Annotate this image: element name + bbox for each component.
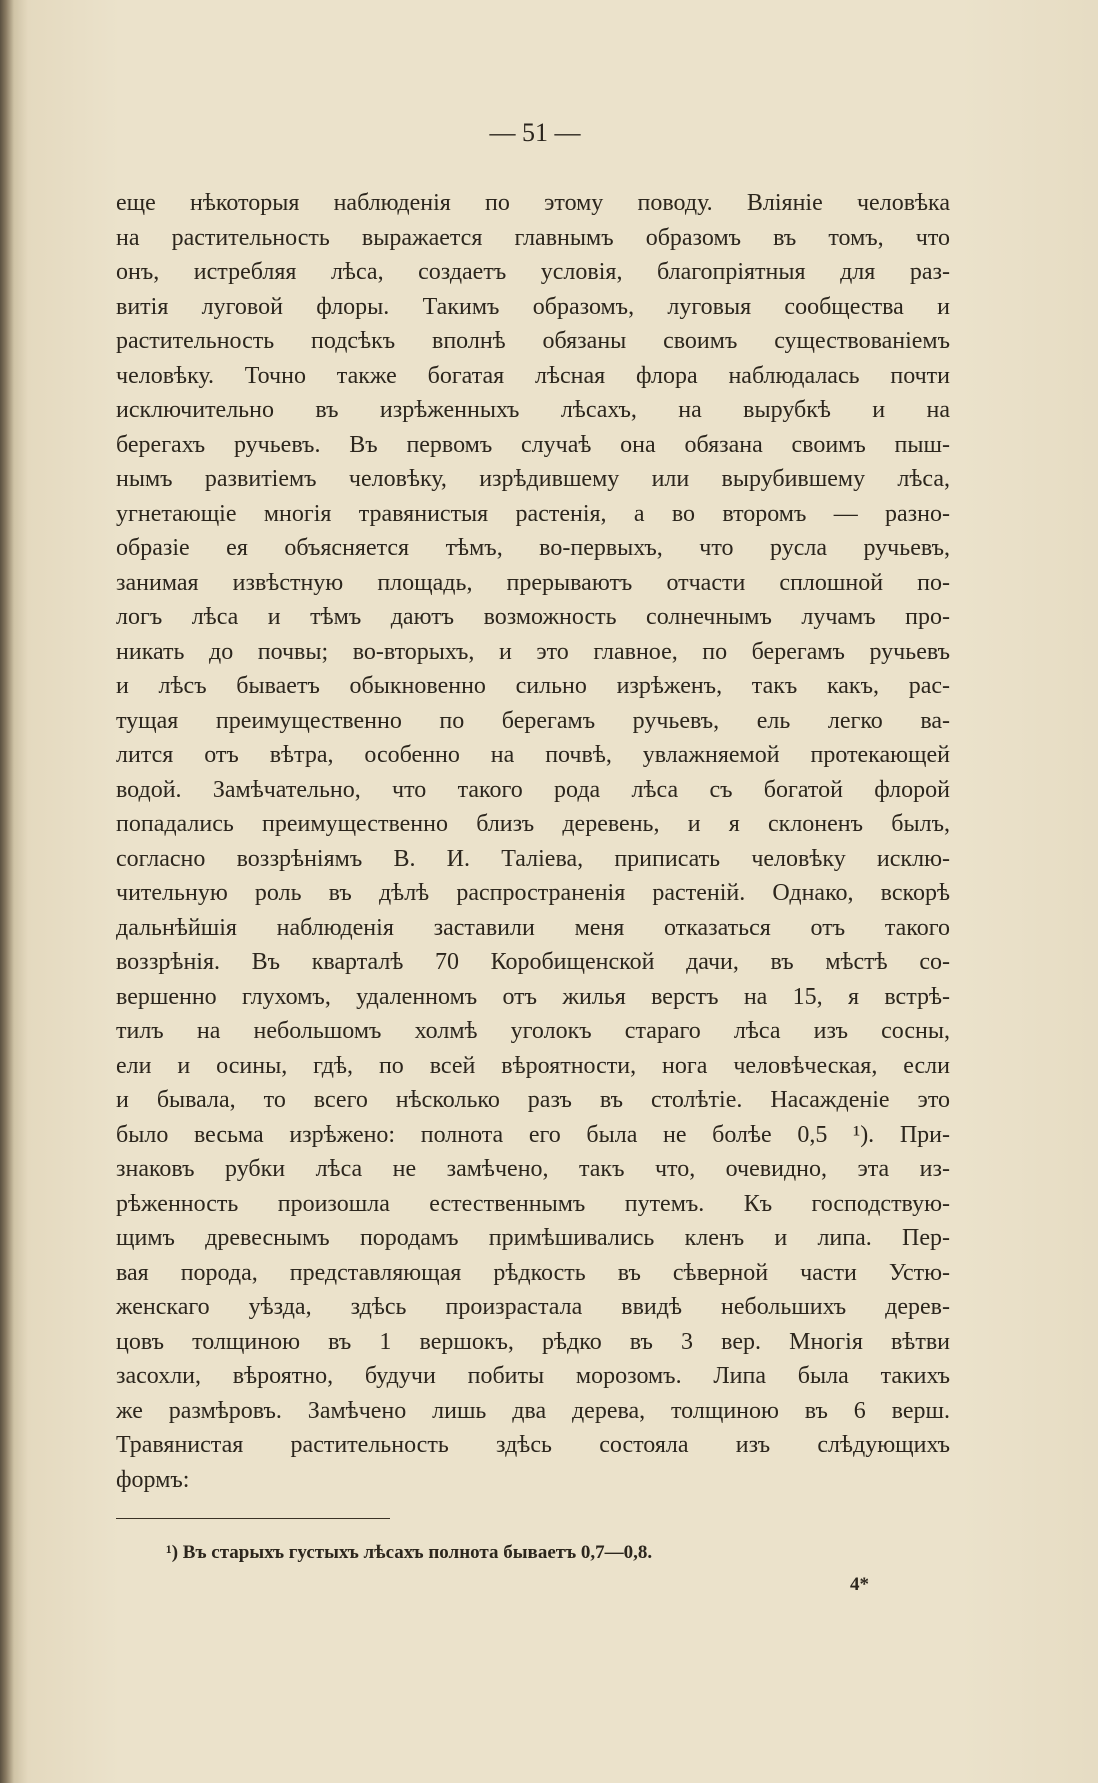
text-line: исключительно въ изрѣженныхъ лѣсахъ, на вырубкѣ и на (116, 397, 950, 423)
text-line: женскаго уѣзда, здѣсь произрастала ввидѣ небольшихъ дерев- (116, 1294, 950, 1320)
text-line: и бывала, то всего нѣсколько разъ въ столѣтіе. Насажденіе это (116, 1087, 950, 1113)
footnote: ¹) Въ старыхъ густыхъ лѣсахъ полнота бываетъ 0,7—0,8. (166, 1542, 653, 1563)
text-line: еще нѣкоторыя наблюденія по этому поводу. Вліяніе человѣка (116, 190, 950, 216)
footnote-divider (116, 1518, 390, 1519)
text-line: лится отъ вѣтра, особенно на почвѣ, увлажняемой протекающей (116, 742, 950, 768)
text-line: чительную роль въ дѣлѣ распространенія растеній. Однако, вскорѣ (116, 880, 950, 906)
text-line: щимъ древеснымъ породамъ примѣшивались кленъ и липа. Пер- (116, 1225, 950, 1251)
text-line: и лѣсъ бываетъ обыкновенно сильно изрѣженъ, такъ какъ, рас- (116, 673, 950, 699)
text-line: логъ лѣса и тѣмъ даютъ возможность солнечнымъ лучамъ про- (116, 604, 950, 630)
text-line: ели и осины, гдѣ, по всей вѣроятности, нога человѣческая, если (116, 1052, 950, 1079)
text-line: попадались преимущественно близъ деревень, и я склоненъ былъ, (116, 811, 950, 837)
text-line: было весьма изрѣжено: полнота его была не болѣе 0,5 ¹). При- (116, 1121, 950, 1148)
text-line: согласно воззрѣніямъ В. И. Талiева, приписать человѣку исклю- (116, 845, 950, 872)
text-line: формъ: (116, 1466, 190, 1493)
text-line: угнетающіе многія травянистыя растенія, а во второмъ — разно- (116, 500, 950, 527)
text-line: вая порода, представляющая рѣдкость въ сѣверной части Устю- (116, 1259, 950, 1286)
text-line: рѣженность произошла естественнымъ путемъ. Къ господствую- (116, 1190, 950, 1217)
text-line: человѣку. Точно также богатая лѣсная флора наблюдалась почти (116, 362, 950, 389)
text-line: берегахъ ручьевъ. Въ первомъ случаѣ она обязана своимъ пыш- (116, 431, 950, 458)
text-line: Травянистая растительность здѣсь состояла изъ слѣдующихъ (116, 1432, 950, 1458)
text-line: занимая извѣстную площадь, прерываютъ отчасти сплошной по- (116, 569, 950, 596)
text-line: нымъ развитіемъ человѣку, изрѣдившему или вырубившему лѣса, (116, 466, 950, 492)
text-line: вершенно глухомъ, удаленномъ отъ жилья верстъ на 15, я встрѣ- (116, 983, 950, 1010)
text-line: знаковъ рубки лѣса не замѣчено, такъ что, очевидно, эта из- (116, 1156, 950, 1182)
text-line: тилъ на небольшомъ холмѣ уголокъ стараго лѣса изъ сосны, (116, 1018, 950, 1044)
text-line: водой. Замѣчательно, что такого рода лѣса съ богатой флорой (116, 776, 950, 803)
text-line: растительность подсѣкъ вполнѣ обязаны своимъ существованіемъ (116, 328, 950, 354)
page-number: — 51 — (489, 118, 581, 147)
text-line: никать до почвы; во-вторыхъ, и это главное, по берегамъ ручьевъ (116, 638, 950, 665)
text-line: засохли, вѣроятно, будучи побиты морозомъ. Липа была такихъ (116, 1363, 950, 1389)
text-line: же размѣровъ. Замѣчено лишь два дерева, толщиною въ 6 верш. (116, 1397, 950, 1424)
text-line: тущая преимущественно по берегамъ ручьевъ, ель легко ва- (116, 707, 950, 734)
text-line: онъ, истребляя лѣса, создаетъ условія, благопріятныя для раз- (116, 259, 950, 285)
signature-mark: 4* (850, 1574, 869, 1595)
body-text (116, 186, 950, 1497)
text-line: витія луговой флоры. Такимъ образомъ, луговыя сообщества и (116, 293, 950, 320)
text-line: воззрѣнія. Въ кварталѣ 70 Коробищенской дачи, въ мѣстѣ со- (116, 949, 950, 975)
text-line: на растительность выражается главнымъ образомъ въ томъ, что (116, 224, 950, 251)
text-line: образіе ея объясняется тѣмъ, во-первыхъ, что русла ручьевъ, (116, 535, 950, 561)
text-line: дальнѣйшія наблюденія заставили меня отказаться отъ такого (116, 914, 950, 941)
text-line: цовъ толщиною въ 1 вершокъ, рѣдко въ 3 вер. Многія вѣтви (116, 1328, 950, 1355)
